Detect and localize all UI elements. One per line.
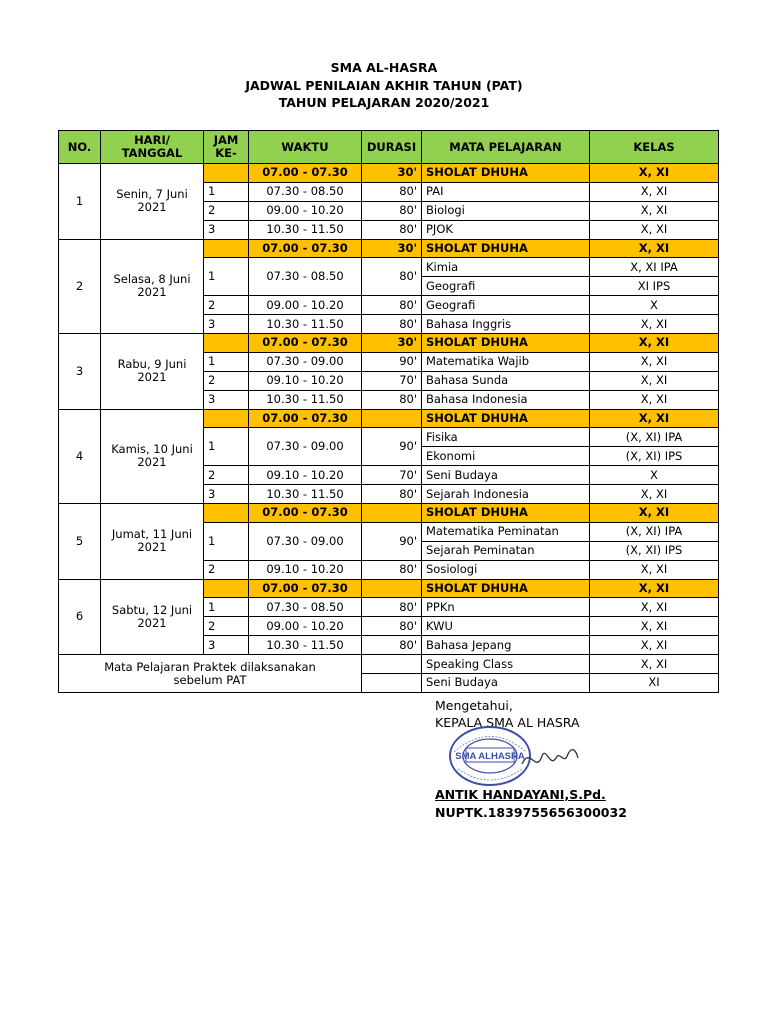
durasi: 90' [362, 522, 422, 560]
waktu: 07.30 - 09.00 [249, 522, 362, 560]
kelas: X, XI [590, 579, 719, 598]
day-date [101, 334, 204, 410]
durasi [362, 579, 422, 598]
mengetahui-label: Mengetahui, [435, 698, 513, 713]
kelas: X, XI [590, 504, 719, 523]
col-ke: KE- [215, 146, 237, 160]
mata-pelajaran: PJOK [422, 220, 590, 239]
waktu: 07.30 - 08.50 [249, 598, 362, 617]
col-hari-tanggal [101, 131, 204, 164]
waktu: 10.30 - 11.50 [249, 636, 362, 655]
kelas: (X, XI) IPS [590, 541, 719, 560]
mata-pelajaran: SHOLAT DHUHA [422, 239, 590, 258]
mata-pelajaran: Fisika [422, 428, 590, 447]
mata-pelajaran: PAI [422, 182, 590, 201]
durasi: 80' [362, 390, 422, 409]
day-number: 3 [59, 334, 101, 410]
kelas: X, XI [590, 655, 719, 674]
practical-note-line1: Mata Pelajaran Praktek dilaksanakan [104, 659, 316, 674]
jam-ke: 2 [204, 201, 249, 220]
waktu: 07.00 - 07.30 [249, 239, 362, 258]
kelas: (X, XI) IPA [590, 522, 719, 541]
jam-ke: 3 [204, 220, 249, 239]
waktu: 10.30 - 11.50 [249, 220, 362, 239]
kelas: X, XI [590, 390, 719, 409]
col-kelas: KELAS [590, 131, 719, 164]
kelas: X, XI [590, 636, 719, 655]
durasi: 90' [362, 352, 422, 371]
practical-note-line2: sebelum PAT [173, 672, 247, 687]
jam-ke: 2 [204, 371, 249, 390]
durasi: 70' [362, 371, 422, 390]
mata-pelajaran: SHOLAT DHUHA [422, 409, 590, 428]
waktu: 07.00 - 07.30 [249, 164, 362, 183]
kelas: X, XI IPA [590, 258, 719, 277]
mata-pelajaran: Kimia [422, 258, 590, 277]
waktu: 10.30 - 11.50 [249, 390, 362, 409]
waktu: 10.30 - 11.50 [249, 315, 362, 334]
principal-name: ANTIK HANDAYANI,S.Pd. [435, 787, 606, 802]
durasi [362, 409, 422, 428]
table-row [59, 334, 719, 353]
waktu: 09.10 - 10.20 [249, 371, 362, 390]
jam-ke: 1 [204, 182, 249, 201]
jam-ke: 2 [204, 617, 249, 636]
table-row [59, 409, 719, 428]
durasi: 80' [362, 201, 422, 220]
jam-ke: 2 [204, 296, 249, 315]
principal-nuptk: NUPTK.1839755656300032 [435, 805, 627, 820]
mata-pelajaran: KWU [422, 617, 590, 636]
durasi: 80' [362, 182, 422, 201]
day-year: 2021 [137, 615, 167, 630]
mata-pelajaran: SHOLAT DHUHA [422, 164, 590, 183]
kelas: (X, XI) IPS [590, 447, 719, 466]
kelas: X, XI [590, 315, 719, 334]
day-number: 4 [59, 409, 101, 503]
day-date [101, 164, 204, 240]
mata-pelajaran: Bahasa Indonesia [422, 390, 590, 409]
jam-ke: 1 [204, 598, 249, 617]
mata-pelajaran: Sosiologi [422, 560, 590, 579]
header-row [59, 131, 719, 164]
jam-ke [204, 164, 249, 183]
jam-ke: 1 [204, 428, 249, 466]
col-hari: HARI/ [134, 133, 170, 147]
jam-ke: 3 [204, 485, 249, 504]
jam-ke [204, 579, 249, 598]
table-row [59, 655, 719, 674]
durasi [362, 504, 422, 523]
durasi: 80' [362, 485, 422, 504]
durasi: 80' [362, 220, 422, 239]
mata-pelajaran: Ekonomi [422, 447, 590, 466]
durasi: 30' [362, 334, 422, 353]
mata-pelajaran: Matematika Peminatan [422, 522, 590, 541]
jam-ke: 2 [204, 560, 249, 579]
day-number: 6 [59, 579, 101, 655]
day-name: Sabtu, 12 Juni [111, 602, 193, 617]
kelas: (X, XI) IPA [590, 428, 719, 447]
mata-pelajaran: Bahasa Sunda [422, 371, 590, 390]
durasi: 80' [362, 636, 422, 655]
kelas: X, XI [590, 182, 719, 201]
kelas: X, XI [590, 485, 719, 504]
col-jam: JAM [213, 133, 239, 147]
jam-ke: 3 [204, 390, 249, 409]
academic-year: TAHUN PELAJARAN 2020/2021 [278, 95, 490, 110]
durasi: 80' [362, 296, 422, 315]
schedule-body [59, 164, 719, 693]
table-row [59, 164, 719, 183]
day-name: Jumat, 11 Juni [111, 527, 193, 542]
mata-pelajaran: Sejarah Indonesia [422, 485, 590, 504]
school-name: SMA AL-HASRA [330, 60, 438, 75]
day-date [101, 239, 204, 333]
day-year: 2021 [137, 370, 167, 385]
durasi: 80' [362, 617, 422, 636]
mata-pelajaran: Speaking Class [422, 655, 590, 674]
jam-ke [204, 504, 249, 523]
kelas: X, XI [590, 352, 719, 371]
durasi: 80' [362, 560, 422, 579]
jam-ke: 1 [204, 352, 249, 371]
waktu: 09.00 - 10.20 [249, 201, 362, 220]
day-year: 2021 [137, 455, 167, 470]
jam-ke: 2 [204, 466, 249, 485]
mata-pelajaran: Bahasa Jepang [422, 636, 590, 655]
kelas: X, XI [590, 164, 719, 183]
mata-pelajaran: SHOLAT DHUHA [422, 504, 590, 523]
durasi: 30' [362, 239, 422, 258]
durasi [362, 674, 422, 693]
kelas: X [590, 296, 719, 315]
jam-ke: 1 [204, 522, 249, 560]
mata-pelajaran: Geografi [422, 296, 590, 315]
jam-ke [204, 409, 249, 428]
kelas: X, XI [590, 239, 719, 258]
col-waktu: WAKTU [249, 131, 362, 164]
col-tanggal: TANGGAL [121, 146, 183, 160]
day-date [101, 504, 204, 580]
jam-ke: 3 [204, 315, 249, 334]
waktu: 07.30 - 08.50 [249, 182, 362, 201]
waktu: 07.30 - 08.50 [249, 258, 362, 296]
col-jam-ke [204, 131, 249, 164]
mata-pelajaran: SHOLAT DHUHA [422, 334, 590, 353]
col-no: NO. [59, 131, 101, 164]
day-year: 2021 [137, 200, 167, 215]
jam-ke: 1 [204, 258, 249, 296]
mata-pelajaran: Bahasa Inggris [422, 315, 590, 334]
mata-pelajaran: Geografi [422, 277, 590, 296]
stamp-text: SMA ALHASRA [455, 751, 525, 762]
kelas: X [590, 466, 719, 485]
mata-pelajaran: Matematika Wajib [422, 352, 590, 371]
day-number: 5 [59, 504, 101, 580]
document-title: JADWAL PENILAIAN AKHIR TAHUN (PAT) [245, 78, 523, 93]
durasi: 90' [362, 428, 422, 466]
jam-ke: 3 [204, 636, 249, 655]
waktu: 07.30 - 09.00 [249, 428, 362, 466]
durasi: 80' [362, 315, 422, 334]
day-name: Rabu, 9 Juni [117, 357, 187, 372]
schedule-table [58, 130, 719, 693]
signature [520, 738, 580, 778]
waktu: 07.00 - 07.30 [249, 504, 362, 523]
kelas: XI IPS [590, 277, 719, 296]
kelas: X, XI [590, 334, 719, 353]
kelas: X, XI [590, 560, 719, 579]
day-date [101, 409, 204, 503]
waktu: 10.30 - 11.50 [249, 485, 362, 504]
jam-ke [204, 239, 249, 258]
kelas: X, XI [590, 598, 719, 617]
waktu: 07.30 - 09.00 [249, 352, 362, 371]
day-name: Kamis, 10 Juni [111, 442, 193, 457]
mata-pelajaran: PPKn [422, 598, 590, 617]
mata-pelajaran: Seni Budaya [422, 466, 590, 485]
day-name: Senin, 7 Juni [116, 187, 188, 202]
kelas: X, XI [590, 371, 719, 390]
day-number: 1 [59, 164, 101, 240]
durasi: 30' [362, 164, 422, 183]
waktu: 09.10 - 10.20 [249, 560, 362, 579]
kelas: X, XI [590, 617, 719, 636]
waktu: 09.00 - 10.20 [249, 617, 362, 636]
waktu: 09.10 - 10.20 [249, 466, 362, 485]
durasi: 70' [362, 466, 422, 485]
mata-pelajaran: SHOLAT DHUHA [422, 579, 590, 598]
day-name: Selasa, 8 Juni [113, 272, 191, 287]
durasi [362, 655, 422, 674]
table-row [59, 579, 719, 598]
day-date [101, 579, 204, 655]
day-year: 2021 [137, 540, 167, 555]
waktu: 07.00 - 07.30 [249, 334, 362, 353]
mata-pelajaran: Sejarah Peminatan [422, 541, 590, 560]
mata-pelajaran: Seni Budaya [422, 674, 590, 693]
mata-pelajaran: Biologi [422, 201, 590, 220]
practical-note [59, 655, 362, 693]
table-row [59, 504, 719, 523]
table-row [59, 239, 719, 258]
kelas: XI [590, 674, 719, 693]
waktu: 09.00 - 10.20 [249, 296, 362, 315]
kelas: X, XI [590, 220, 719, 239]
waktu: 07.00 - 07.30 [249, 579, 362, 598]
col-mata-pelajaran: MATA PELAJARAN [422, 131, 590, 164]
col-durasi: DURASI [362, 131, 422, 164]
kelas: X, XI [590, 201, 719, 220]
kelas: X, XI [590, 409, 719, 428]
waktu: 07.00 - 07.30 [249, 409, 362, 428]
durasi: 80' [362, 258, 422, 296]
durasi: 80' [362, 598, 422, 617]
principal-position: KEPALA SMA AL HASRA [435, 715, 580, 730]
day-number: 2 [59, 239, 101, 333]
day-year: 2021 [137, 285, 167, 300]
jam-ke [204, 334, 249, 353]
